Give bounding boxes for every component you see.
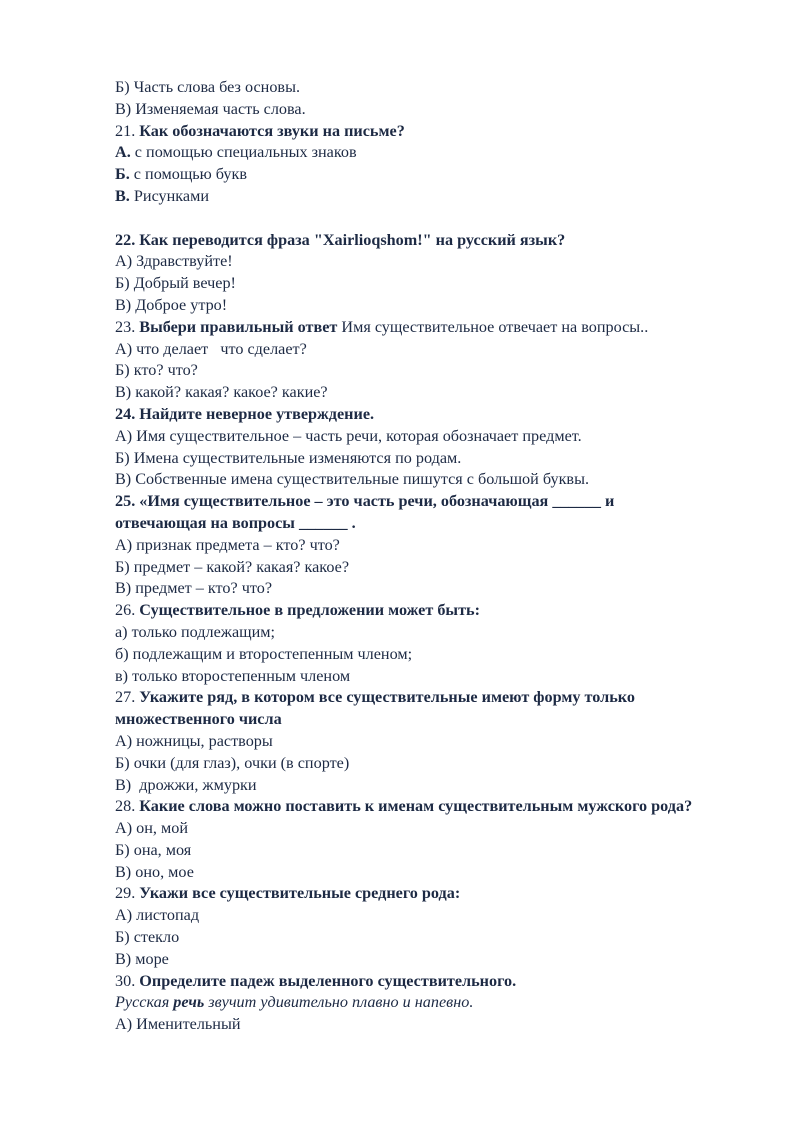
q30-option-a: А) Именительный bbox=[115, 1015, 241, 1034]
question-29: 29. Укажи все существительные среднего рода: bbox=[115, 884, 461, 903]
option-line: Б) Часть слова без основы. bbox=[115, 78, 300, 96]
option-line: В) Изменяемая часть слова. bbox=[115, 99, 306, 118]
q26-option-b: б) подлежащим и второстепенным членом; bbox=[115, 644, 413, 663]
q30-example-sentence: Русская речь звучит удивительно плавно и напевно. bbox=[115, 993, 474, 1012]
question-26: 26. Существительное в предложении может быть: bbox=[115, 601, 480, 620]
q25-option-a: А) признак предмета – кто? что? bbox=[115, 535, 340, 554]
q23-option-b: Б) кто? что? bbox=[115, 361, 198, 380]
q21-option-c: В. Рисунками bbox=[115, 186, 210, 205]
q22-option-b: Б) Добрый вечер! bbox=[115, 274, 236, 293]
q27-option-c: В) дрожжи, жмурки bbox=[115, 775, 257, 794]
q29-option-b: Б) стекло bbox=[115, 928, 180, 947]
q27-option-b: Б) очки (для глаз), очки (в спорте) bbox=[115, 753, 350, 772]
q26-option-c: в) только второстепенным членом bbox=[115, 666, 351, 685]
q24-option-a: А) Имя существительное – часть речи, которая обозначает предмет. bbox=[115, 426, 582, 445]
question-24: 24. Найдите неверное утверждение. bbox=[115, 404, 375, 423]
q24-option-c: В) Собственные имена существительные пишутся с большой буквы. bbox=[115, 470, 589, 489]
question-21: 21. Как обозначаются звуки на письме? bbox=[115, 121, 405, 140]
q23-option-c: В) какой? какая? какое? какие? bbox=[115, 383, 328, 402]
q23-option-a: А) что делает что сделает? bbox=[115, 339, 307, 358]
document-page bbox=[115, 77, 755, 1036]
q28-option-c: В) оно, мое bbox=[115, 862, 194, 881]
q25-option-c: В) предмет – кто? что? bbox=[115, 579, 273, 598]
question-30: 30. Определите падеж выделенного существительного. bbox=[115, 971, 517, 990]
question-23: 23. Выбери правильный ответ Имя существительное отвечает на вопросы.. bbox=[115, 317, 649, 336]
blank-line bbox=[115, 208, 755, 230]
q21-option-b: Б. с помощью букв bbox=[115, 165, 248, 184]
q29-option-c: В) море bbox=[115, 949, 169, 968]
q22-option-c: В) Доброе утро! bbox=[115, 295, 228, 314]
q26-option-a: а) только подлежащим; bbox=[115, 622, 276, 641]
q28-option-b: Б) она, моя bbox=[115, 840, 192, 859]
q24-option-b: Б) Имена существительные изменяются по родам. bbox=[115, 448, 462, 467]
q29-option-a: А) листопад bbox=[115, 906, 200, 925]
question-25-line-1: 25. «Имя существительное – это часть речи, обозначающая ______ и bbox=[115, 492, 615, 511]
q22-option-a: А) Здравствуйте! bbox=[115, 252, 233, 271]
question-28: 28. Какие слова можно поставить к именам существительным мужского рода? bbox=[115, 797, 693, 816]
question-22: 22. Как переводится фраза "Xairlioqshom!" на русский язык? bbox=[115, 230, 566, 249]
question-27: 27. Укажите ряд, в котором все существительные имеют форму только множественного числа bbox=[115, 688, 635, 729]
question-25-line-2: отвечающая на вопросы ______ . bbox=[115, 513, 356, 532]
q28-option-a: А) он, мой bbox=[115, 819, 188, 838]
q25-option-b: Б) предмет – какой? какая? какое? bbox=[115, 557, 350, 576]
q27-option-a: А) ножницы, растворы bbox=[115, 731, 273, 750]
q21-option-a: А. с помощью специальных знаков bbox=[115, 143, 357, 162]
